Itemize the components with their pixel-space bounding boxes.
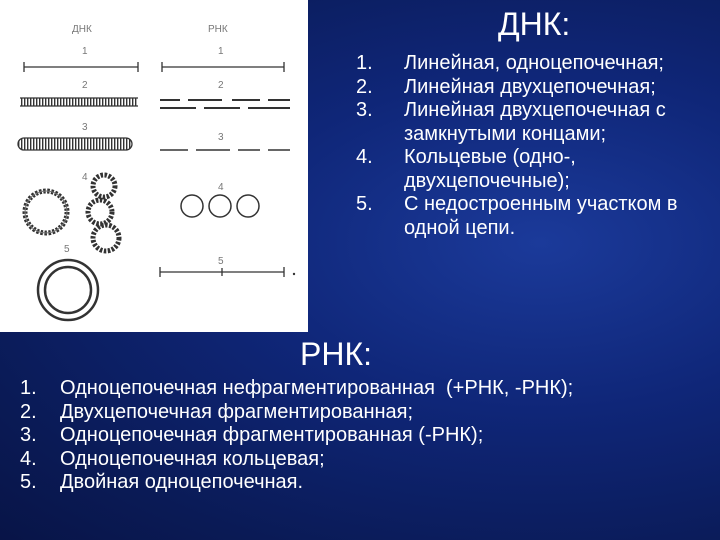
rna-circular <box>181 195 259 217</box>
list-number: 5. <box>356 193 373 215</box>
list-text: Линейная двухцепочечная; <box>404 75 656 98</box>
list-text: С недостроенным участком в одной цепи. <box>404 193 678 239</box>
dna-forms-list <box>356 52 718 240</box>
list-item <box>356 76 718 100</box>
list-number: 1. <box>20 377 37 399</box>
rna-column-label: РНК <box>208 24 228 35</box>
list-number: 4. <box>356 146 373 168</box>
nucleic-acid-forms-figure <box>0 0 308 332</box>
list-text: Одноцепочечная нефрагментированная (+РНК, -РНК); <box>60 377 574 399</box>
dna-row-number: 3 <box>82 122 88 133</box>
dna-incomplete-ring <box>38 260 98 320</box>
list-number: 4. <box>20 447 37 470</box>
rna-row-number: 3 <box>218 132 224 143</box>
list-item <box>20 377 710 401</box>
dna-linear-double-strand <box>20 98 138 106</box>
list-number: 3. <box>356 99 373 121</box>
list-item <box>356 52 718 76</box>
list-text: Одноцепочечная кольцевая; <box>60 447 325 470</box>
list-number: 5. <box>20 471 37 494</box>
list-text: Двухцепочечная фрагментированная; <box>60 400 414 423</box>
list-text: Двойная одноцепочечная. <box>60 471 304 494</box>
list-item <box>20 424 710 448</box>
dna-row-number: 4 <box>82 172 88 183</box>
list-item <box>20 448 710 472</box>
list-item <box>356 146 718 193</box>
list-text: Линейная двухцепочечная с замкнутыми концами; <box>404 99 666 145</box>
rna-linear-single-strand <box>162 62 284 72</box>
dna-row-number: 1 <box>82 46 88 57</box>
rna-section-title: РНК: <box>300 336 372 372</box>
rna-row-number: 5 <box>218 256 224 267</box>
rna-row-number: 2 <box>218 80 224 91</box>
list-text: Одноцепочечная фрагментированная (-РНК); <box>60 424 484 447</box>
dna-section-title: ДНК: <box>498 6 571 42</box>
list-item <box>356 193 718 240</box>
rna-double-single-strand <box>160 267 295 277</box>
list-item <box>356 99 718 146</box>
list-text: Линейная, одноцепочечная; <box>404 52 664 74</box>
list-item <box>20 401 710 425</box>
forms-diagram <box>0 0 308 332</box>
rna-forms-list <box>20 377 710 495</box>
dna-row-number: 5 <box>64 244 70 255</box>
list-item <box>20 471 710 495</box>
rna-row-number: 1 <box>218 46 224 57</box>
rna-double-fragmented <box>160 100 290 108</box>
dna-row-number: 2 <box>82 80 88 91</box>
list-text: Кольцевые (одно-, двухцепочечные); <box>404 146 576 192</box>
dna-linear-single-strand <box>24 62 138 72</box>
list-number: 2. <box>356 75 373 98</box>
dna-closed-ends <box>18 138 132 150</box>
dna-column-label: ДНК <box>72 24 92 35</box>
list-number: 2. <box>20 400 37 423</box>
dna-circular <box>25 175 119 251</box>
rna-row-number: 4 <box>218 182 224 193</box>
list-number: 3. <box>20 424 37 447</box>
list-number: 1. <box>356 52 373 74</box>
